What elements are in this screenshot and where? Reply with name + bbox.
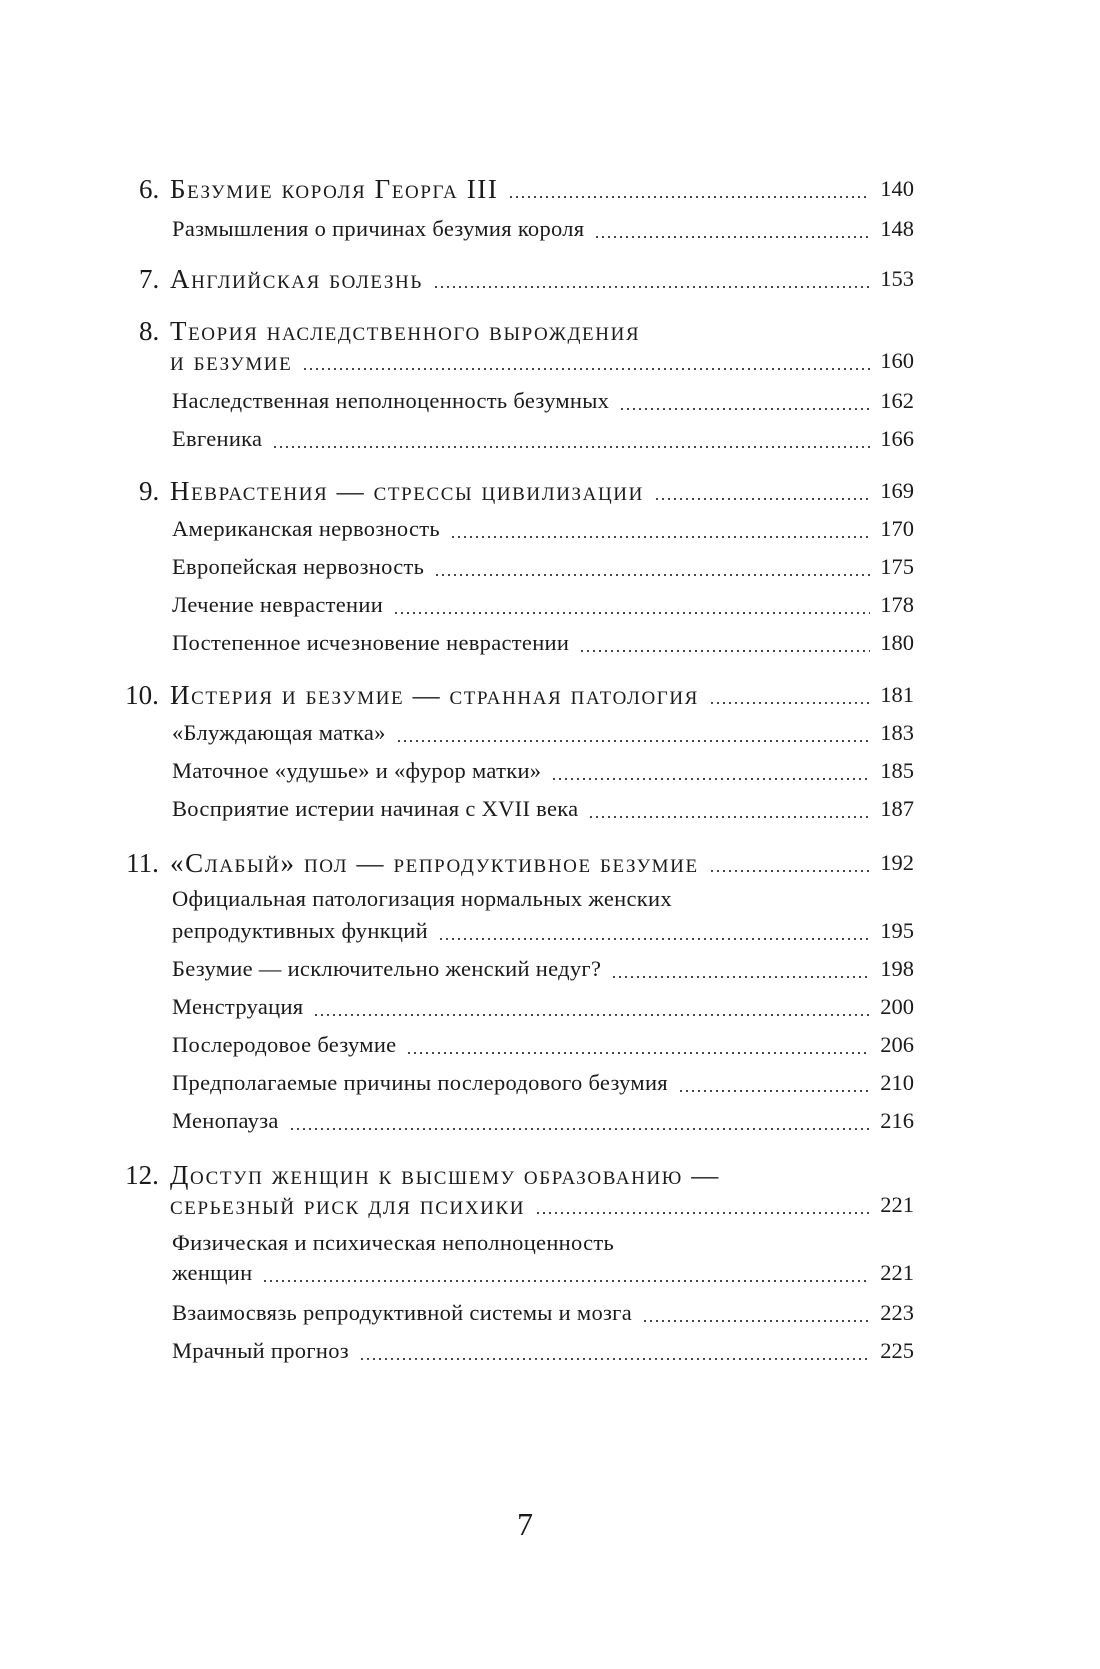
toc-line bbox=[0, 344, 1100, 378]
toc-line bbox=[0, 846, 1100, 880]
chapter-title: и безумие bbox=[170, 346, 293, 376]
page-reference: 148 bbox=[880, 216, 914, 241]
toc-line bbox=[0, 882, 1100, 916]
section-title: Менструация bbox=[172, 994, 304, 1019]
leader-dots bbox=[551, 778, 870, 780]
leader-dots bbox=[611, 976, 870, 978]
page-reference: 221 bbox=[880, 1260, 914, 1285]
page-reference: 198 bbox=[880, 956, 914, 981]
toc-line bbox=[0, 314, 1100, 348]
section-title: Взаимосвязь репродуктивной системы и мозга bbox=[172, 1300, 632, 1325]
section-title: женщин bbox=[172, 1260, 253, 1285]
page-reference: 195 bbox=[880, 918, 914, 943]
toc-line bbox=[0, 626, 1100, 660]
page-reference: 206 bbox=[880, 1032, 914, 1057]
page-reference: 185 bbox=[880, 758, 914, 783]
toc-line bbox=[0, 1188, 1100, 1222]
toc-line bbox=[0, 512, 1100, 546]
section-title: Евгеника bbox=[172, 426, 263, 451]
section-title: «Блуждающая матка» bbox=[172, 720, 386, 745]
section-title: Официальная патологизация нормальных женских bbox=[172, 886, 672, 911]
page-reference: 183 bbox=[880, 720, 914, 745]
toc-line bbox=[0, 172, 1100, 206]
section-title: репродуктивных функций bbox=[172, 918, 428, 943]
section-title: Восприятие истерии начиная с XVII века bbox=[172, 796, 579, 821]
page-reference: 160 bbox=[880, 348, 914, 373]
page-reference: 178 bbox=[880, 592, 914, 617]
page-reference: 216 bbox=[880, 1108, 914, 1133]
page-reference: 175 bbox=[880, 554, 914, 579]
toc-line bbox=[0, 550, 1100, 584]
section-title: Безумие — исключительно женский недуг? bbox=[172, 956, 602, 981]
toc-line bbox=[0, 1104, 1100, 1138]
toc-line bbox=[0, 262, 1100, 296]
section-title: Американская нервозность bbox=[172, 516, 440, 541]
leader-dots bbox=[359, 1358, 870, 1360]
leader-dots bbox=[678, 1090, 870, 1092]
toc-line bbox=[0, 1296, 1100, 1330]
chapter-number: 8. bbox=[139, 316, 160, 346]
chapter-title: Неврастения — стрессы цивилизации bbox=[170, 476, 644, 506]
toc-line bbox=[0, 792, 1100, 826]
chapter-title: Доступ женщин к высшему образованию — bbox=[170, 1160, 720, 1190]
page-reference: 169 bbox=[880, 478, 914, 503]
toc-line bbox=[0, 384, 1100, 418]
page-number: 7 bbox=[517, 1506, 533, 1542]
page-reference: 166 bbox=[880, 426, 914, 451]
leader-dots bbox=[396, 740, 870, 742]
section-title: Размышления о причинах безумия короля bbox=[172, 216, 585, 241]
page-reference: 200 bbox=[880, 994, 914, 1019]
section-title: Маточное «удушье» и «фурор матки» bbox=[172, 758, 542, 783]
chapter-title: «Слабый» пол — репродуктивное безумие bbox=[170, 848, 699, 878]
chapter-title: Английская болезнь bbox=[170, 264, 423, 294]
toc-line bbox=[0, 1028, 1100, 1062]
leader-dots bbox=[579, 650, 870, 652]
chapter-number: 12. bbox=[125, 1160, 159, 1190]
toc-line bbox=[0, 1226, 1100, 1260]
leader-dots bbox=[709, 870, 870, 872]
leader-dots bbox=[709, 702, 870, 704]
section-title: Мрачный прогноз bbox=[172, 1338, 349, 1363]
leader-dots bbox=[406, 1052, 870, 1054]
page-reference: 187 bbox=[880, 796, 914, 821]
toc-line bbox=[0, 1256, 1100, 1290]
toc-line bbox=[0, 1334, 1100, 1368]
page-reference: 192 bbox=[880, 850, 914, 875]
leader-dots bbox=[535, 1212, 870, 1214]
toc-line bbox=[0, 914, 1100, 948]
section-title: Наследственная неполноценность безумных bbox=[172, 388, 610, 413]
chapter-title: Истерия и безумие — странная патология bbox=[170, 680, 699, 710]
toc-line bbox=[0, 588, 1100, 622]
page-reference: 223 bbox=[880, 1300, 914, 1325]
toc-line bbox=[0, 1158, 1100, 1192]
toc-line bbox=[0, 678, 1100, 712]
leader-dots bbox=[434, 574, 870, 576]
leader-dots bbox=[393, 612, 870, 614]
toc-line bbox=[0, 1066, 1100, 1100]
page-reference: 162 bbox=[880, 388, 914, 413]
leader-dots bbox=[642, 1320, 870, 1322]
section-title: Европейская нервозность bbox=[172, 554, 425, 579]
section-title: Менопауза bbox=[172, 1108, 279, 1133]
page-reference: 180 bbox=[880, 630, 914, 655]
leader-dots bbox=[450, 536, 870, 538]
section-title: Послеродовое безумие bbox=[172, 1032, 397, 1057]
section-title: Физическая и психическая неполноценность bbox=[172, 1230, 615, 1255]
leader-dots bbox=[438, 938, 870, 940]
toc-line bbox=[0, 990, 1100, 1024]
chapter-number: 11. bbox=[126, 848, 159, 878]
leader-dots bbox=[594, 236, 870, 238]
leader-dots bbox=[508, 196, 870, 198]
toc-line bbox=[0, 952, 1100, 986]
chapter-number: 9. bbox=[139, 476, 160, 506]
chapter-title: Теория наследственного вырождения bbox=[170, 316, 641, 346]
leader-dots bbox=[272, 446, 870, 448]
toc-line bbox=[0, 754, 1100, 788]
toc-line bbox=[0, 212, 1100, 246]
leader-dots bbox=[588, 816, 870, 818]
toc-line bbox=[0, 474, 1100, 508]
leader-dots bbox=[619, 408, 870, 410]
leader-dots bbox=[654, 498, 870, 500]
chapter-title: серьезный риск для психики bbox=[170, 1190, 526, 1220]
chapter-number: 7. bbox=[139, 264, 160, 294]
page-reference: 140 bbox=[880, 176, 914, 201]
leader-dots bbox=[302, 368, 870, 370]
page-reference: 225 bbox=[880, 1338, 914, 1363]
section-title: Предполагаемые причины послеродового безумия bbox=[172, 1070, 668, 1095]
page-reference: 153 bbox=[880, 266, 914, 291]
page-reference: 181 bbox=[880, 682, 914, 707]
leader-dots bbox=[262, 1280, 870, 1282]
leader-dots bbox=[313, 1014, 870, 1016]
page-reference: 221 bbox=[880, 1192, 914, 1217]
toc-line bbox=[0, 716, 1100, 750]
chapter-title: Безумие короля Георга III bbox=[170, 174, 499, 204]
chapter-number: 6. bbox=[139, 174, 160, 204]
leader-dots bbox=[433, 286, 870, 288]
chapter-number: 10. bbox=[125, 680, 159, 710]
section-title: Лечение неврастении bbox=[172, 592, 384, 617]
section-title: Постепенное исчезновение неврастении bbox=[172, 630, 570, 655]
leader-dots bbox=[289, 1128, 870, 1130]
toc-line bbox=[0, 422, 1100, 456]
page-reference: 170 bbox=[880, 516, 914, 541]
page-reference: 210 bbox=[880, 1070, 914, 1095]
